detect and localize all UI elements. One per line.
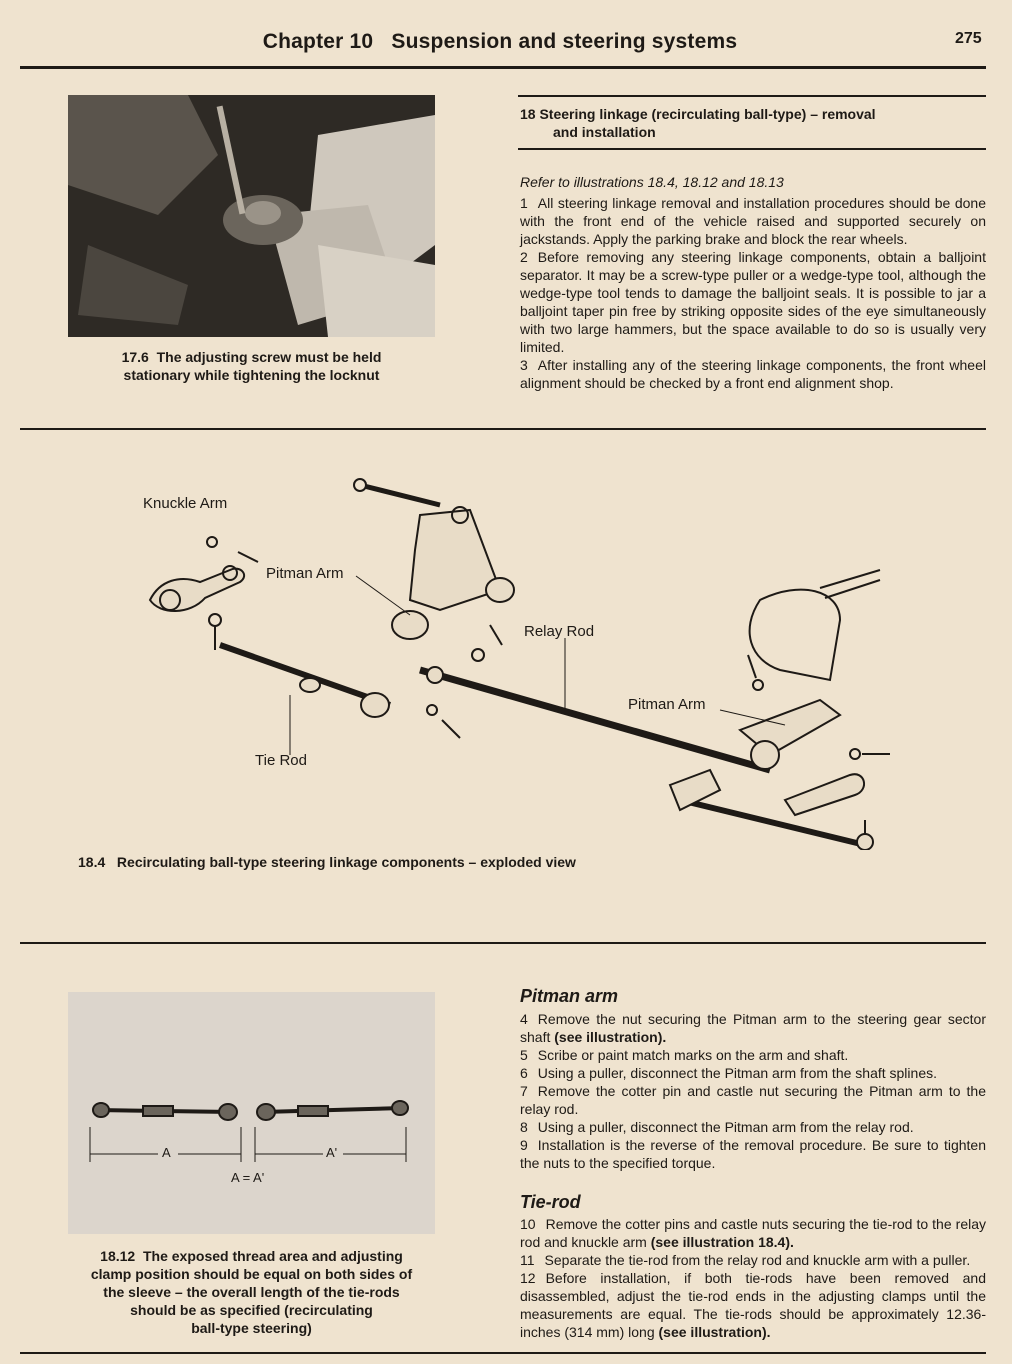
section-18-heading bbox=[520, 105, 986, 141]
paragraph: 4 Remove the nut securing the Pitman arm to the steering gear sector shaft (see illustration). bbox=[520, 1011, 986, 1045]
paragraph: 5 Scribe or paint match marks on the arm and shaft. bbox=[520, 1047, 849, 1063]
label-a: A bbox=[162, 1145, 171, 1160]
label-relay-rod: Relay Rod bbox=[524, 623, 595, 640]
label-a-prime: A' bbox=[326, 1145, 338, 1160]
paragraph: 3 After installing any of the steering linkage components, the front wheel alignment should be checked by a front end alignment shop. bbox=[520, 357, 986, 391]
label-tie-rod: Tie Rod bbox=[255, 752, 307, 769]
steering-linkage-diagram bbox=[120, 470, 920, 850]
footer-rule bbox=[20, 1352, 986, 1354]
paragraph: 1 All steering linkage removal and installation procedures should be done with the front end of the vehicle raised and supported securely on jackstands. Apply the parking brake and block the rear wheels. bbox=[520, 195, 986, 247]
paragraph: 9 Installation is the reverse of the removal procedure. Be sure to tighten the nuts to the specified torque. bbox=[520, 1137, 986, 1171]
label-pitman-arm-right: Pitman Arm bbox=[628, 696, 706, 713]
tie-rod-measurement-photo bbox=[68, 992, 435, 1234]
illustration-reference: Refer to illustrations 18.4, 18.12 and 18.13 bbox=[520, 174, 784, 190]
pitman-arm-heading: Pitman arm bbox=[520, 986, 619, 1006]
label-pitman-arm-left: Pitman Arm bbox=[266, 565, 344, 582]
heading-line-1: 18 Steering linkage (recirculating ball-type) – removal bbox=[520, 106, 876, 122]
caption-line: should be as specified (recirculating bbox=[130, 1302, 373, 1318]
figure-rule-top bbox=[20, 428, 986, 430]
caption-line: clamp position should be equal on both sides of bbox=[90, 1266, 413, 1282]
tie-rod-heading: Tie-rod bbox=[520, 1192, 581, 1212]
figure-caption-18-4 bbox=[78, 853, 576, 871]
page-header bbox=[0, 30, 1000, 54]
paragraph: 8 Using a puller, disconnect the Pitman arm from the relay rod. bbox=[520, 1119, 914, 1135]
adjusting-screw-photo bbox=[68, 95, 435, 337]
figure-rule-bottom bbox=[20, 942, 986, 944]
caption-line: ball-type steering) bbox=[191, 1320, 312, 1336]
section-18-body bbox=[520, 194, 986, 392]
page-number: 275 bbox=[955, 30, 982, 47]
caption-number: 17.6 bbox=[121, 349, 149, 365]
paragraph: 12 Before installation, if both tie-rods have been removed and disassembled, adjust the tie-rod ends in the adjusting clamps until the measurements are equal. The tie-rods should be approximately 12.36-inches (314 mm) long (see illustration). bbox=[520, 1270, 986, 1340]
caption-number: 18.12 bbox=[100, 1248, 136, 1264]
pitman-arm-body bbox=[520, 1010, 986, 1172]
chapter-title: Suspension and steering systems bbox=[391, 30, 738, 53]
caption-line-1: The adjusting screw must be held bbox=[156, 349, 382, 365]
heading-line-2: and installation bbox=[553, 124, 656, 140]
caption-number: 18.4 bbox=[78, 854, 106, 870]
paragraph: 10 Remove the cotter pins and castle nuts securing the tie-rod to the relay rod and knuckle arm (see illustration 18.4). bbox=[520, 1216, 986, 1250]
chapter-label: Chapter 10 bbox=[262, 30, 374, 53]
caption-line: The exposed thread area and adjusting bbox=[142, 1248, 403, 1264]
label-a-equals-a-prime: A = A' bbox=[231, 1170, 265, 1185]
paragraph: 2 Before removing any steering linkage components, obtain a balljoint separator. It may be a screw-type puller or a wedge-type tool, although the wedge-type tool tends to damage the balljoint seals. It is possible to jar a balljoint taper pin free by striking opposite sides of the eye simultaneously with two large hammers, but the space available to do so is usually very limited. bbox=[520, 249, 986, 355]
caption-text: Recirculating ball-type steering linkage components – exploded view bbox=[116, 854, 576, 870]
header-rule bbox=[20, 66, 986, 69]
paragraph: 11 Separate the tie-rod from the relay rod and knuckle arm with a puller. bbox=[520, 1252, 971, 1268]
section-rule-top bbox=[518, 95, 986, 97]
caption-line: the sleeve – the overall length of the tie-rods bbox=[103, 1284, 400, 1300]
caption-line-2: stationary while tightening the locknut bbox=[123, 367, 380, 383]
section-rule-bottom bbox=[518, 148, 986, 150]
paragraph: 7 Remove the cotter pin and castle nut securing the Pitman arm to the relay rod. bbox=[520, 1083, 986, 1117]
paragraph: 6 Using a puller, disconnect the Pitman arm from the shaft splines. bbox=[520, 1065, 937, 1081]
label-knuckle-arm: Knuckle Arm bbox=[143, 495, 228, 512]
figure-caption-18-12 bbox=[68, 1247, 435, 1337]
photo-caption-17-6 bbox=[68, 348, 435, 384]
tie-rod-body bbox=[520, 1215, 986, 1341]
